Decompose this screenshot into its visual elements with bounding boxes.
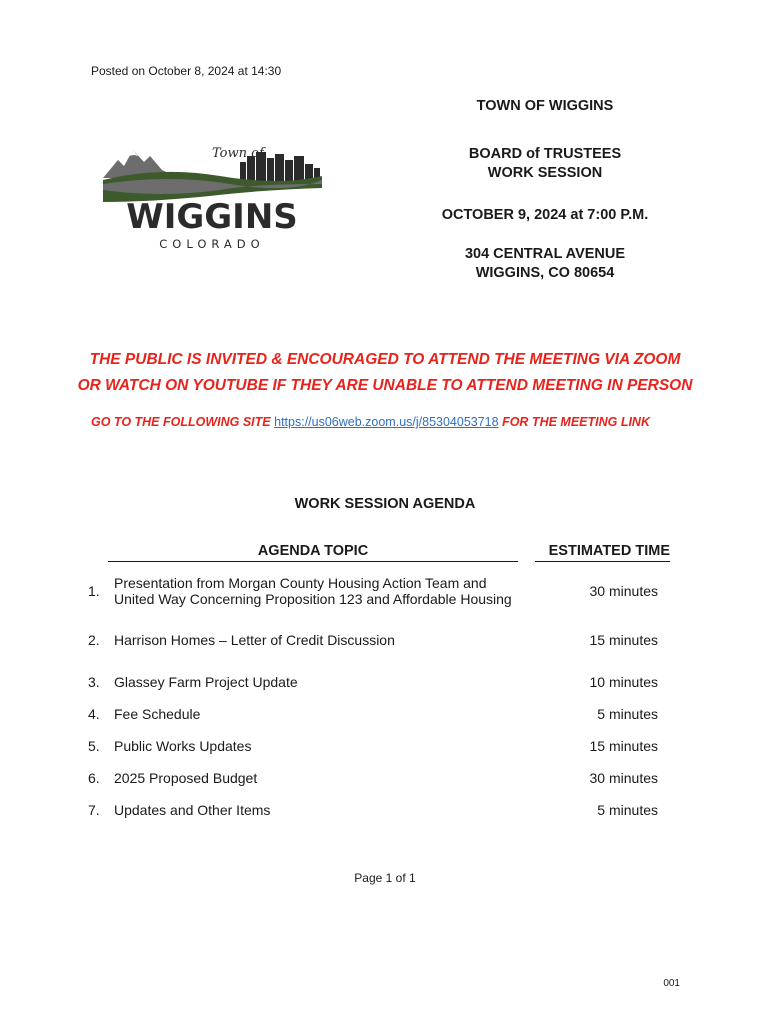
agenda-item-topic: Updates and Other Items	[114, 802, 271, 818]
meeting-address	[400, 245, 690, 283]
board-line-1: BOARD of TRUSTEES	[468, 146, 622, 162]
agenda-item-time: 5 minutes	[597, 706, 658, 722]
agenda-item-topic	[114, 575, 534, 607]
agenda-item-topic: Glassey Farm Project Update	[114, 674, 298, 690]
town-title: TOWN OF WIGGINS	[476, 98, 614, 114]
meeting-link-line	[91, 415, 650, 429]
agenda-item-number: 7.	[88, 802, 100, 818]
logo-small-text: Town of	[212, 146, 264, 161]
agenda-item-topic: Public Works Updates	[114, 738, 252, 754]
zoom-link[interactable]: https://us06web.zoom.us/j/85304053718	[274, 415, 499, 429]
column-header-time: ESTIMATED TIME	[535, 543, 670, 562]
meeting-date: OCTOBER 9, 2024 at 7:00 P.M.	[441, 207, 649, 223]
agenda-item-topic-line-1: Presentation from Morgan County Housing Action Team and	[114, 575, 487, 591]
column-header-topic: AGENDA TOPIC	[108, 543, 518, 562]
agenda-item-number: 3.	[88, 674, 100, 690]
page-number: 001	[663, 978, 680, 989]
agenda-item-number: 2.	[88, 632, 100, 648]
agenda-title: WORK SESSION AGENDA	[294, 496, 476, 512]
link-suffix: FOR THE MEETING LINK	[502, 415, 650, 429]
agenda-item-time: 10 minutes	[589, 674, 658, 690]
town-logo-graphic	[100, 140, 325, 255]
agenda-item-number: 4.	[88, 706, 100, 722]
address-line-2: WIGGINS, CO 80654	[475, 265, 615, 281]
agenda-item-topic-line-2: United Way Concerning Proposition 123 and Affordable Housing	[114, 591, 512, 607]
address-line-1: 304 CENTRAL AVENUE	[464, 246, 626, 262]
logo-state: COLORADO	[159, 237, 265, 251]
agenda-item-time: 5 minutes	[597, 802, 658, 818]
logo-name: WIGGINS	[126, 197, 298, 237]
posted-timestamp: Posted on October 8, 2024 at 14:30	[91, 64, 282, 78]
notice-line-1: THE PUBLIC IS INVITED & ENCOURAGED TO ATTEND THE MEETING VIA ZOOM	[89, 351, 681, 368]
agenda-item-topic: Harrison Homes – Letter of Credit Discussion	[114, 632, 395, 648]
board-title	[400, 145, 690, 183]
agenda-item-time: 15 minutes	[589, 632, 658, 648]
public-notice	[70, 347, 700, 399]
agenda-item-time: 30 minutes	[589, 583, 658, 599]
agenda-item-time: 30 minutes	[589, 770, 658, 786]
town-logo	[100, 140, 325, 255]
notice-line-2: OR WATCH ON YOUTUBE IF THEY ARE UNABLE TO ATTEND MEETING IN PERSON	[77, 377, 693, 394]
agenda-item-time: 15 minutes	[589, 738, 658, 754]
agenda-item-number: 5.	[88, 738, 100, 754]
mountain-snow	[128, 150, 138, 156]
agenda-item-topic: Fee Schedule	[114, 706, 201, 722]
agenda-item-number: 6.	[88, 770, 100, 786]
link-prefix: GO TO THE FOLLOWING SITE	[91, 415, 271, 429]
page-indicator: Page 1 of 1	[354, 871, 416, 885]
agenda-item-number: 1.	[88, 583, 100, 599]
agenda-item-topic: 2025 Proposed Budget	[114, 770, 258, 786]
agenda-row	[88, 575, 670, 609]
board-line-2: WORK SESSION	[487, 165, 603, 181]
